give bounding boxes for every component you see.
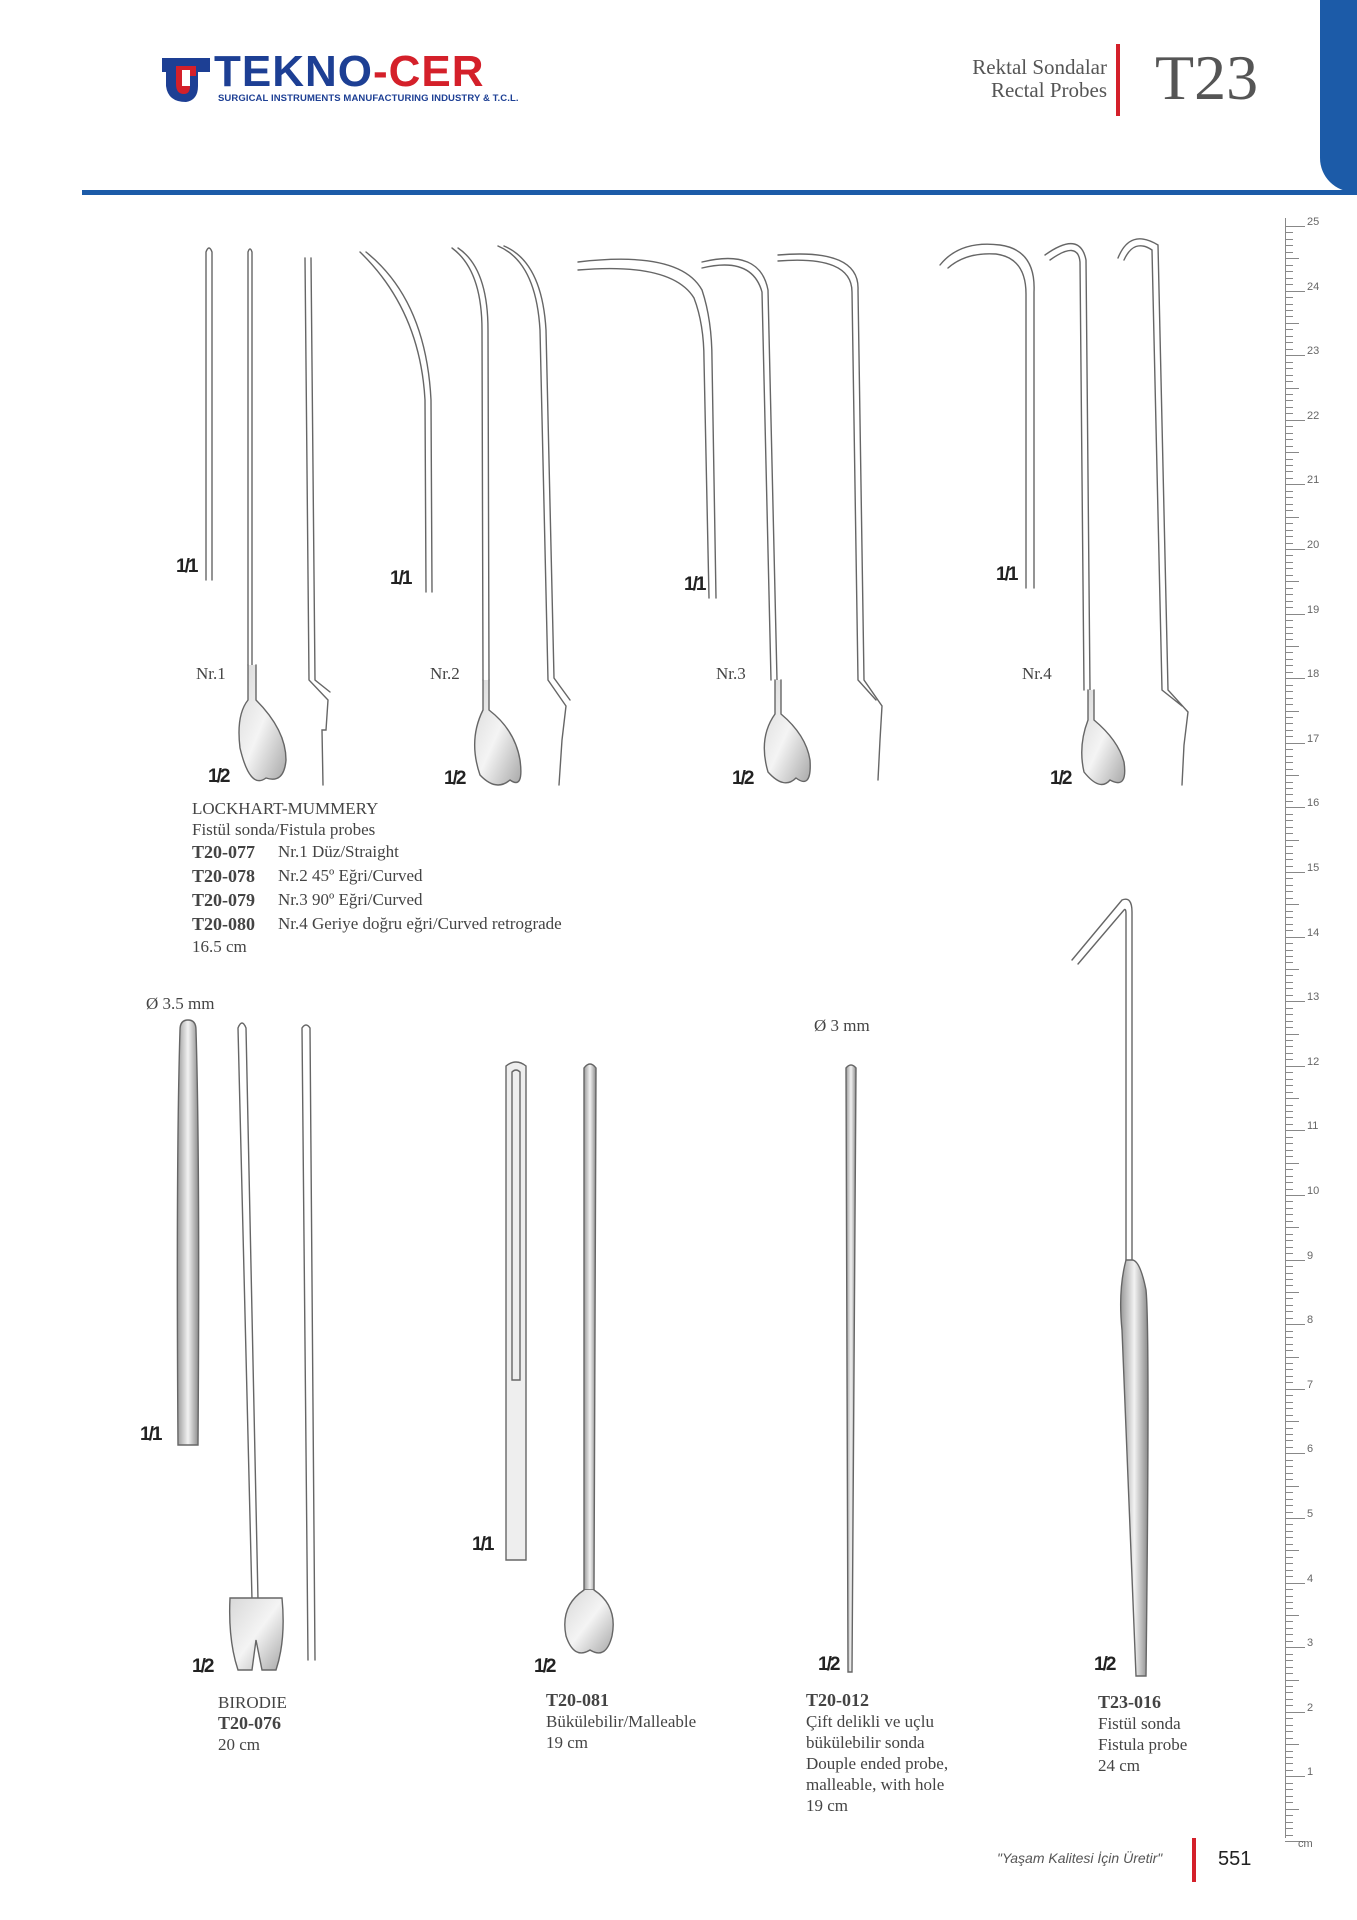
- probe-t20-081-handle: [565, 1590, 613, 1653]
- probe-t20-081-half: [584, 1064, 596, 1590]
- item-code: T20-077: [192, 842, 255, 862]
- brand-tagline: SURGICAL INSTRUMENTS MANUFACTURING INDUSTRY & T.C.L.: [218, 93, 519, 104]
- t20-012-description: [806, 1690, 948, 1816]
- ruler-number: 11: [1307, 1120, 1319, 1133]
- ruler-number: 3: [1307, 1637, 1314, 1650]
- ruler-number: 1: [1307, 1766, 1314, 1779]
- item-desc: Nr.3 90º Eğri/Curved: [278, 890, 423, 909]
- scale-full-nr2: 1/1: [390, 568, 411, 589]
- probe-nr3-side: [778, 254, 882, 780]
- probe-nr4-handle: [1082, 690, 1125, 785]
- t20-081-code: T20-081: [546, 1690, 609, 1710]
- probe-nr4-half: [1045, 244, 1090, 690]
- scale-half-t23-016: 1/2: [1094, 1654, 1115, 1675]
- ruler-number: 21: [1307, 474, 1320, 487]
- lockhart-item-4: [192, 912, 562, 936]
- probe-birodie-side: [302, 1025, 315, 1660]
- probe-t20-012-group: [846, 1065, 856, 1672]
- probe-nr2-half: [452, 248, 489, 680]
- ruler-number: 12: [1307, 1055, 1320, 1068]
- scale-full-t20-081: 1/1: [472, 1534, 493, 1555]
- probe-birodie-handle: [230, 1598, 283, 1670]
- category-title-tr: Rektal Sondalar: [972, 55, 1107, 79]
- scale-half-t20-012: 1/2: [818, 1654, 839, 1675]
- probe-nr3-group: [578, 254, 882, 783]
- page-number: 551: [1218, 1848, 1252, 1870]
- probe-nr3-tip-detail: [578, 259, 716, 598]
- probe-t23-016-shaft: [1121, 1260, 1148, 1676]
- t20-081-description: [546, 1690, 696, 1753]
- probe-nr1-handle: [239, 665, 286, 781]
- t20-081-size: 19 cm: [546, 1733, 589, 1752]
- nr-label-2: Nr.2: [430, 664, 460, 683]
- item-desc: Nr.1 Düz/Straight: [278, 842, 399, 861]
- scale-half-nr4: 1/2: [1050, 768, 1071, 789]
- probe-nr2-handle: [475, 680, 521, 785]
- lockhart-item-2: [192, 864, 562, 888]
- probe-t23-016-group: [1072, 899, 1148, 1676]
- ruler-number: 20: [1307, 539, 1320, 551]
- ruler-number: 5: [1307, 1508, 1314, 1520]
- birodie-size: 20 cm: [218, 1735, 261, 1754]
- t20-012-desc-line-1: Çift delikli ve uçlu: [806, 1712, 934, 1731]
- t23-016-desc-line-1: Fistül sonda: [1098, 1714, 1181, 1733]
- scale-full-birodie: 1/1: [140, 1424, 161, 1445]
- brand-name-part2: -CER: [373, 47, 485, 96]
- probe-nr1-group: [206, 248, 330, 785]
- ruler-number: 22: [1307, 409, 1320, 422]
- category-title-en: Rectal Probes: [990, 78, 1107, 102]
- nr-label-1: Nr.1: [196, 664, 226, 683]
- ruler-number: 7: [1307, 1378, 1314, 1391]
- ruler-number: 2: [1307, 1701, 1314, 1714]
- lockhart-item-3: [192, 888, 562, 912]
- ruler-number: 24: [1307, 280, 1320, 293]
- lockhart-item-1: [192, 840, 562, 864]
- ruler-number: 19: [1307, 603, 1320, 616]
- ruler-number: 15: [1307, 862, 1320, 874]
- scale-half-nr1: 1/2: [208, 766, 229, 787]
- ruler-number: 17: [1307, 732, 1320, 745]
- item-code: T20-078: [192, 866, 255, 886]
- ruler-number: 18: [1307, 668, 1320, 681]
- lockhart-description: [192, 798, 562, 957]
- probe-t23-016-hook: [1072, 899, 1132, 1260]
- scale-full-nr3: 1/1: [684, 574, 705, 595]
- probe-t20-081-detail: [506, 1062, 526, 1560]
- t20-012-desc-line-3: Douple ended probe,: [806, 1754, 949, 1773]
- scale-half-nr2: 1/2: [444, 768, 465, 789]
- ruler-number: 25: [1307, 216, 1320, 228]
- t20-081-desc: Bükülebilir/Malleable: [546, 1712, 697, 1731]
- ruler-number: 16: [1307, 797, 1320, 810]
- ruler-number: 6: [1307, 1443, 1314, 1456]
- t23-016-description: [1098, 1692, 1187, 1776]
- t23-016-desc-line-2: Fistula probe: [1098, 1735, 1188, 1754]
- probe-nr2-group: [360, 246, 570, 785]
- brand-name-part1: TEKNO: [214, 47, 373, 96]
- lockhart-subtitle: Fistül sonda/Fistula probes: [192, 820, 376, 839]
- ruler-number: 13: [1307, 991, 1320, 1004]
- probe-birodie-group: [177, 1020, 315, 1670]
- probe-nr1-side: [305, 258, 330, 785]
- footer-slogan: "Yaşam Kalitesi İçin Üretir": [997, 1850, 1163, 1866]
- ruler-number: 10: [1307, 1185, 1320, 1197]
- scale-half-nr3: 1/2: [732, 768, 753, 789]
- probe-nr4-group: [940, 239, 1188, 785]
- ruler-number: 9: [1307, 1249, 1314, 1262]
- probe-birodie-half: [238, 1023, 258, 1600]
- t20-012-desc-line-2: bükülebilir sonda: [806, 1733, 925, 1752]
- probe-t20-081-group: [506, 1062, 613, 1653]
- ruler-number: 8: [1307, 1314, 1314, 1327]
- probe-nr3-handle: [764, 680, 810, 783]
- nr-label-3: Nr.3: [716, 664, 746, 683]
- birodie-name: BIRODIE: [218, 1693, 287, 1712]
- birodie-code: T20-076: [218, 1713, 281, 1733]
- t23-016-code: T23-016: [1098, 1692, 1161, 1712]
- scale-full-nr4: 1/1: [996, 564, 1017, 585]
- item-code: T20-079: [192, 890, 255, 910]
- nr-label-4: Nr.4: [1022, 664, 1052, 683]
- t20-012-diameter: Ø 3 mm: [814, 1016, 870, 1035]
- item-desc: Nr.2 45º Eğri/Curved: [278, 866, 423, 885]
- ruler-number: 4: [1307, 1572, 1314, 1585]
- footer-separator: [1192, 1838, 1196, 1882]
- t23-016-size: 24 cm: [1098, 1756, 1141, 1775]
- scale-full-nr1: 1/1: [176, 556, 197, 577]
- t20-012-code: T20-012: [806, 1690, 869, 1710]
- t20-012-size: 19 cm: [806, 1796, 849, 1815]
- probe-nr1-half: [248, 249, 252, 665]
- page-code: T23: [1155, 42, 1259, 113]
- probe-nr2-side: [498, 246, 570, 785]
- lockhart-size: 16.5 cm: [192, 937, 247, 956]
- item-desc: Nr.4 Geriye doğru eğri/Curved retrograde: [278, 914, 562, 933]
- probe-nr4-tip-detail: [940, 244, 1034, 588]
- birodie-diameter: Ø 3.5 mm: [146, 994, 215, 1013]
- t20-012-desc-line-4: malleable, with hole: [806, 1775, 945, 1794]
- scale-half-birodie: 1/2: [192, 1656, 213, 1677]
- probe-nr2-tip-detail: [360, 252, 432, 592]
- ruler-number: 14: [1307, 926, 1320, 939]
- probe-nr1-tip-detail: [206, 248, 212, 580]
- ruler-number: 23: [1307, 345, 1320, 358]
- item-code: T20-080: [192, 914, 255, 934]
- ruler-unit: cm: [1298, 1838, 1313, 1850]
- lockhart-name: LOCKHART-MUMMERY: [192, 799, 379, 818]
- probe-t20-012-body: [846, 1065, 856, 1672]
- birodie-description: [218, 1692, 287, 1755]
- probe-birodie-detail: [177, 1020, 198, 1445]
- scale-half-t20-081: 1/2: [534, 1656, 555, 1677]
- probe-nr4-side: [1118, 239, 1188, 785]
